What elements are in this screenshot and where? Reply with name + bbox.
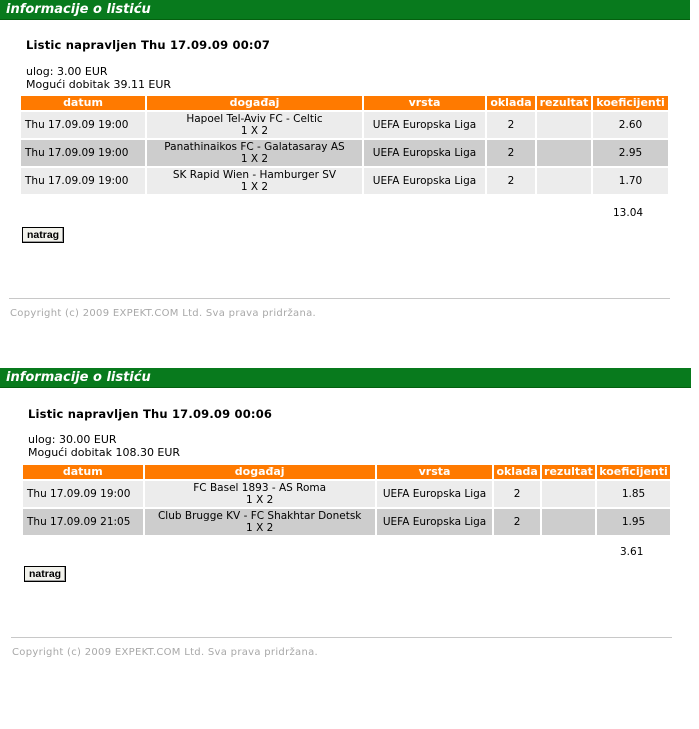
col-dogadaj: događaj [147, 96, 362, 110]
ticket-header-1: informacije o listiću [0, 0, 690, 20]
event-name: Hapoel Tel-Aviv FC - Celtic [186, 113, 323, 125]
event-pick: 1 X 2 [246, 522, 274, 534]
row-result [537, 112, 591, 138]
row-date: Thu 17.09.09 19:00 [21, 168, 145, 194]
bets-table-2 [21, 463, 672, 537]
col-oklada: oklada [494, 465, 540, 479]
col-dogadaj: događaj [145, 465, 375, 479]
col-koeficijenti: koeficijenti [593, 96, 668, 110]
row-bet: 2 [494, 481, 540, 507]
row-odds: 1.95 [597, 509, 670, 535]
possible-win-2: Mogući dobitak 108.30 EUR [28, 446, 181, 459]
row-event [147, 112, 362, 138]
row-type: UEFA Europska Liga [364, 168, 485, 194]
odds-total-2: 3.61 [620, 546, 644, 558]
event-pick: 1 X 2 [240, 181, 269, 193]
table-header-row [23, 465, 670, 479]
stake-2: ulog: 30.00 EUR [28, 433, 117, 446]
row-date: Thu 17.09.09 19:00 [23, 481, 143, 507]
row-date: Thu 17.09.09 19:00 [21, 140, 145, 166]
col-rezultat: rezultat [537, 96, 591, 110]
row-bet: 2 [494, 509, 540, 535]
col-rezultat: rezultat [542, 465, 595, 479]
table-row [21, 168, 668, 194]
row-odds: 1.85 [597, 481, 670, 507]
event-pick: 1 X 2 [240, 125, 269, 137]
table-row [23, 509, 670, 535]
row-odds: 2.95 [593, 140, 668, 166]
col-oklada: oklada [487, 96, 535, 110]
row-type: UEFA Europska Liga [364, 140, 485, 166]
row-bet: 2 [487, 168, 535, 194]
row-type: UEFA Europska Liga [377, 509, 493, 535]
bets-table-1 [19, 94, 670, 196]
event-pick: 1 X 2 [240, 153, 269, 165]
col-koeficijenti: koeficijenti [597, 465, 670, 479]
odds-total-1: 13.04 [613, 207, 644, 219]
copyright-1: Copyright (c) 2009 EXPEKT.COM Ltd. Sva prava pridržana. [10, 308, 317, 319]
footer-divider-1 [9, 298, 670, 299]
col-datum: datum [21, 96, 145, 110]
row-bet: 2 [487, 112, 535, 138]
row-event [147, 168, 362, 194]
footer-divider-2 [11, 637, 672, 638]
col-datum: datum [23, 465, 143, 479]
row-type: UEFA Europska Liga [377, 481, 493, 507]
col-vrsta: vrsta [377, 465, 493, 479]
row-result [537, 168, 591, 194]
back-button-1[interactable]: natrag [22, 227, 64, 243]
row-date: Thu 17.09.09 21:05 [23, 509, 143, 535]
ticket-created-1: Listic napravljen Thu 17.09.09 00:07 [26, 38, 271, 52]
event-name: SK Rapid Wien - Hamburger SV [172, 169, 337, 181]
stake-1: ulog: 3.00 EUR [26, 65, 108, 78]
row-result [537, 140, 591, 166]
row-result [542, 509, 595, 535]
row-result [542, 481, 595, 507]
back-button-2[interactable]: natrag [24, 566, 66, 582]
event-name: Panathinaikos FC - Galatasaray AS [164, 141, 345, 153]
event-name: FC Basel 1893 - AS Roma [193, 482, 327, 494]
row-type: UEFA Europska Liga [364, 112, 485, 138]
col-vrsta: vrsta [364, 96, 485, 110]
row-event [145, 509, 375, 535]
table-header-row [21, 96, 668, 110]
row-date: Thu 17.09.09 19:00 [21, 112, 145, 138]
ticket-created-2: Listic napravljen Thu 17.09.09 00:06 [28, 407, 273, 421]
event-name: Club Brugge KV - FC Shakhtar Donetsk [157, 510, 362, 522]
possible-win-1: Mogući dobitak 39.11 EUR [26, 78, 172, 91]
row-event [145, 481, 375, 507]
table-row [21, 112, 668, 138]
ticket-header-2: informacije o listiću [0, 368, 691, 388]
table-row [21, 140, 668, 166]
row-bet: 2 [487, 140, 535, 166]
row-odds: 1.70 [593, 168, 668, 194]
copyright-2: Copyright (c) 2009 EXPEKT.COM Ltd. Sva prava pridržana. [12, 647, 319, 658]
row-odds: 2.60 [593, 112, 668, 138]
event-pick: 1 X 2 [246, 494, 274, 506]
row-event [147, 140, 362, 166]
table-row [23, 481, 670, 507]
